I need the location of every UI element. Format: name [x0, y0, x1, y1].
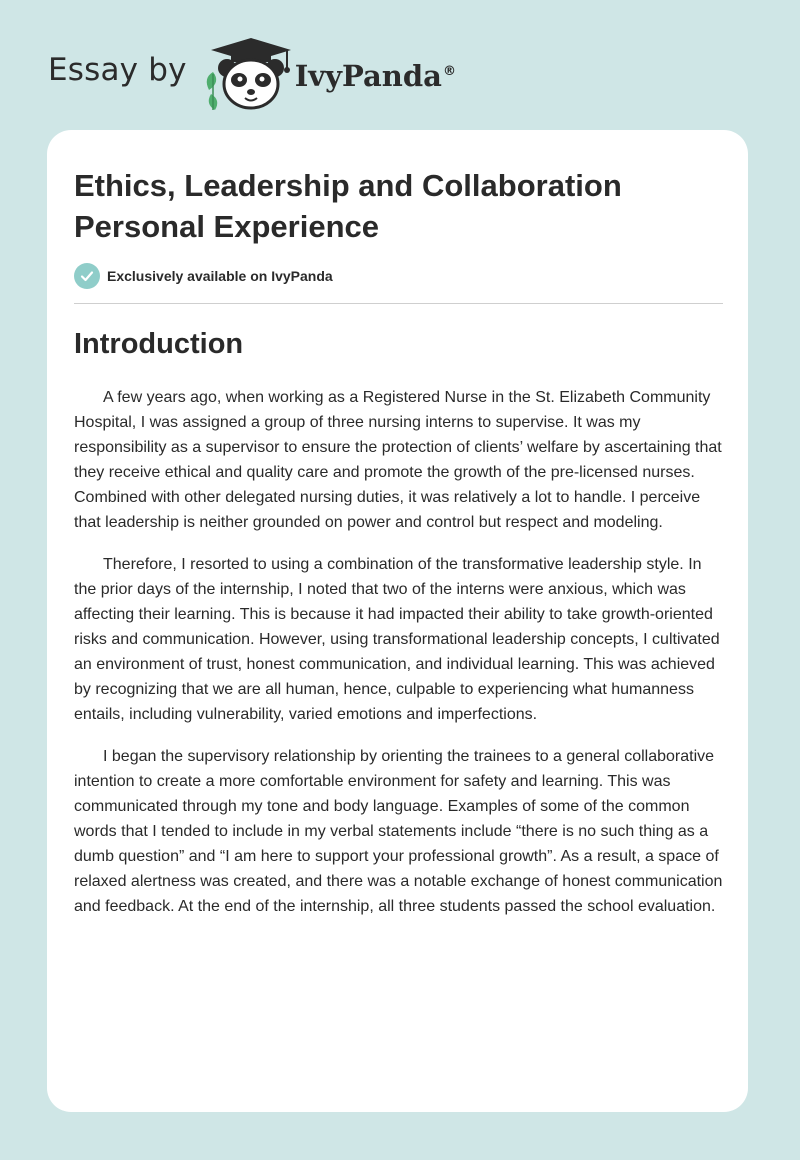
- exclusive-label: Exclusively available on IvyPanda: [107, 268, 333, 284]
- brand-prefix: Essay by: [48, 52, 187, 88]
- essay-title: Ethics, Leadership and Collaboration Personal Experience: [74, 168, 622, 244]
- section-heading: Introduction: [74, 328, 244, 360]
- site-header[interactable]: [48, 34, 456, 114]
- registered-mark: ®: [442, 64, 456, 80]
- brand-name: IvyPanda®: [294, 59, 456, 93]
- paragraph: Therefore, I resorted to using a combination of the transformative leadership style. In the prior days of the internship, I noted that two of the interns were anxious, which was affecting their learning. This is because it had impacted their ability to take growth-oriented risks and communication. However, using transformational leadership concepts, I cultivated an environment of trust, honest communication, and individual learning. This was achieved by recognizing that we are all human, hence, culpable to experiencing what humanness entails, including vulnerability, varied emotions and imperfections.: [74, 556, 720, 723]
- paragraph: I began the supervisory relationship by orienting the trainees to a general collaborative intention to create a more comfortable environment for safety and learning. This was communicated through my tone and body language. Examples of some of the common words that I tended to include in my verbal statements include “there is no such thing as a dumb question” and “I am here to support your professional growth”. As a result, a space of relaxed alertness was created, and there was a notable exchange of honest communication and feedback. At the end of the internship, all three students passed the school evaluation.: [74, 748, 723, 915]
- check-icon: [74, 263, 100, 289]
- divider: [74, 303, 723, 304]
- leaf-icon: [206, 72, 217, 110]
- essay-body: [74, 385, 726, 936]
- panda-graduate-icon: [201, 34, 297, 114]
- paragraph: A few years ago, when working as a Registered Nurse in the St. Elizabeth Community Hospital, I was assigned a group of three nursing interns to supervise. It was my responsibility as a supervisor to ensure the protection of clients’ welfare by ascertaining that they receive ethical and quality care and promote the growth of the pre-licensed nurses. Combined with other delegated nursing duties, it was relatively a lot to handle. I perceive that leadership is neither grounded on power and control but respect and modeling.: [74, 389, 722, 531]
- essay-card: [47, 130, 748, 1112]
- exclusive-badge: [74, 263, 333, 289]
